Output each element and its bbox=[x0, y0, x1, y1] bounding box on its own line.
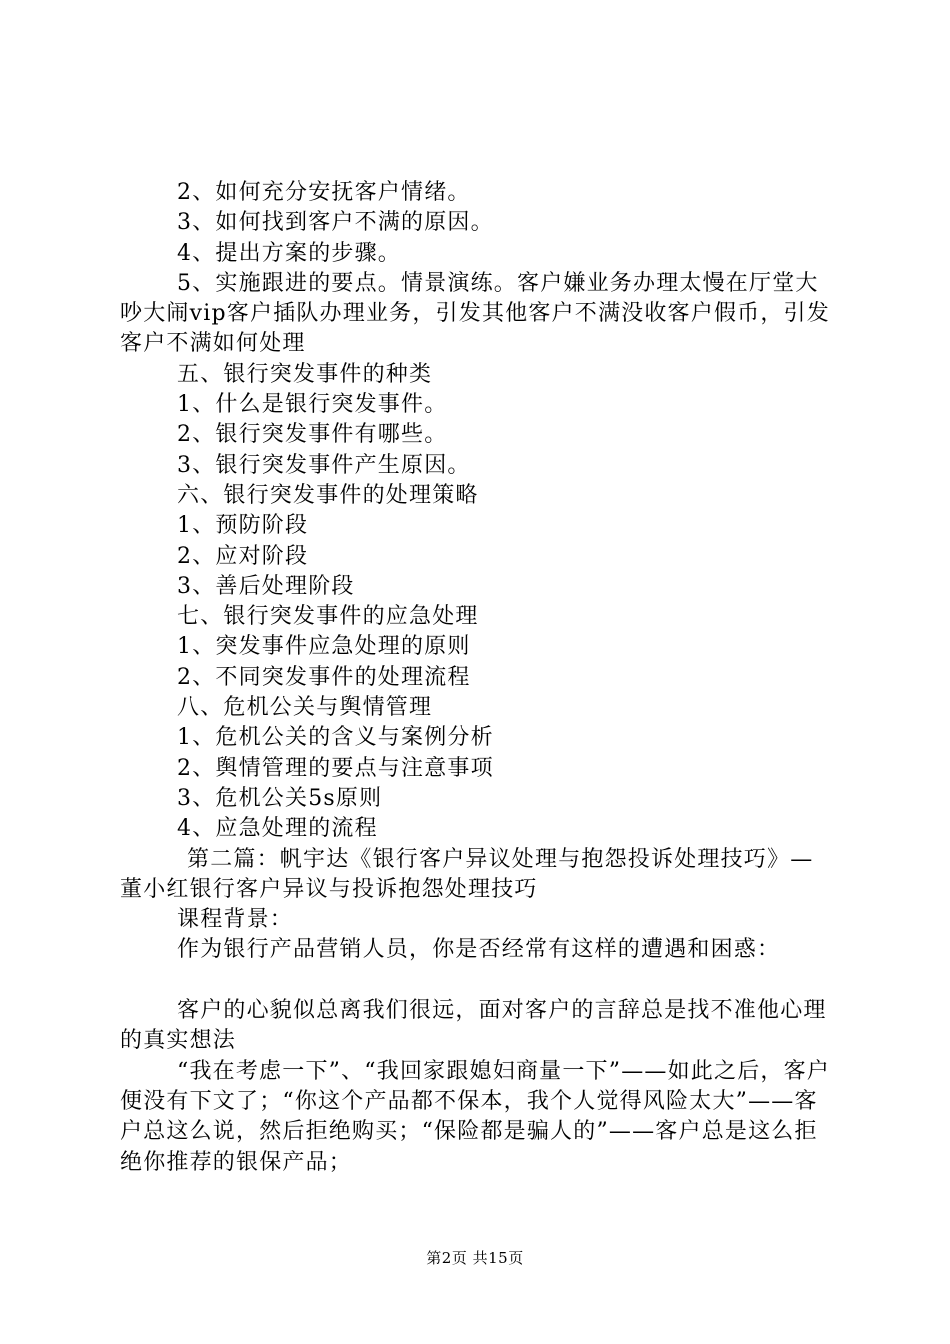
document-body bbox=[120, 178, 835, 1178]
paragraph-15: 2、不同突发事件的处理流程 bbox=[177, 664, 471, 690]
blank-line bbox=[120, 966, 835, 996]
paragraph-22: 课程背景： bbox=[177, 907, 294, 933]
paragraph-6: 1、什么是银行突发事件。 bbox=[177, 392, 448, 418]
paragraph-8: 3、银行突发事件产生原因。 bbox=[177, 452, 471, 478]
paragraph-25: 客户的心貌似总离我们很远，面对客户的言辞总是找不准他心理的真实想法 bbox=[120, 998, 827, 1054]
section-heading-8: 八、危机公关与舆情管理 bbox=[177, 695, 433, 721]
paragraph-1: 2、如何充分安抚客户情绪。 bbox=[177, 180, 471, 205]
paragraph-26: “我在考虑一下”、“我回家跟媳妇商量一下”——如此之后，客户便没有下文了；“你这个产品都不保本，我个人觉得风险太大”——客户总这么说，然后拒绝购买；“保险都是骗人的”——客户总是这么拒绝你推荐的银保产品； bbox=[120, 1058, 830, 1175]
paragraph-20: 4、应急处理的流程 bbox=[177, 816, 378, 842]
paragraph-7: 2、银行突发事件有哪些。 bbox=[177, 422, 448, 448]
chapter-title: 第二篇：帆宇达《银行客户异议处理与抱怨投诉处理技巧》—董小红银行客户异议与投诉抱怨处理技巧 bbox=[120, 846, 814, 902]
paragraph-14: 1、突发事件应急处理的原则 bbox=[177, 634, 471, 660]
section-heading-5: 五、银行突发事件的种类 bbox=[177, 361, 433, 387]
section-heading-6: 六、银行突发事件的处理策略 bbox=[177, 482, 479, 508]
paragraph-11: 2、应对阶段 bbox=[177, 543, 309, 569]
paragraph-12: 3、善后处理阶段 bbox=[177, 573, 355, 599]
paragraph-2: 3、如何找到客户不满的原因。 bbox=[177, 210, 494, 236]
page-number-footer: 第2页 共15页 bbox=[426, 1249, 524, 1267]
paragraph-18: 2、舆情管理的要点与注意事项 bbox=[177, 755, 494, 781]
paragraph-19: 3、危机公关5s原则 bbox=[177, 785, 383, 811]
paragraph-3: 4、提出方案的步骤。 bbox=[177, 240, 401, 266]
paragraph-4: 5、实施跟进的要点。情景演练。客户嫌业务办理太慢在厅堂大吵大闹vip客户插队办理业务，引发其他客户不满没收客户假币，引发客户不满如何处理 bbox=[120, 270, 830, 357]
paragraph-17: 1、危机公关的含义与案例分析 bbox=[177, 725, 494, 751]
section-heading-7: 七、银行突发事件的应急处理 bbox=[177, 604, 479, 630]
paragraph-23: 作为银行产品营销人员，你是否经常有这样的遭遇和困惑： bbox=[177, 937, 781, 963]
paragraph-10: 1、预防阶段 bbox=[177, 513, 309, 539]
